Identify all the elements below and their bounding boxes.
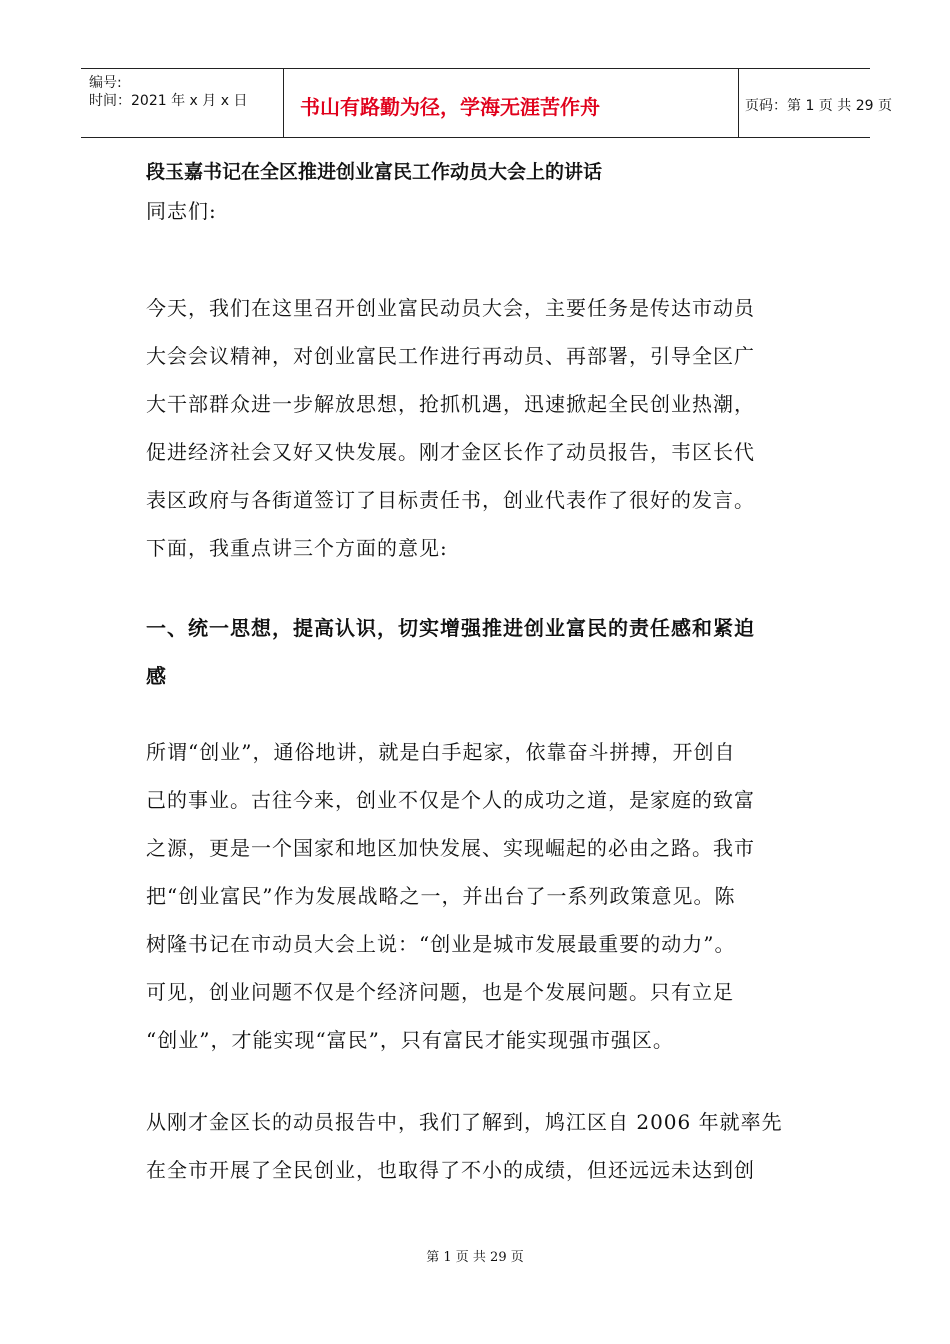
paragraph-line: 之源，更是一个国家和地区加快发展、实现崛起的必由之路。我市: [146, 836, 755, 860]
page-footer: 第 1 页 共 29 页: [426, 1250, 524, 1265]
paragraph-line: 大会会议精神，对创业富民工作进行再动员、再部署，引导全区广: [146, 344, 755, 368]
paragraph-line: 今天，我们在这里召开创业富民动员大会，主要任务是传达市动员: [146, 296, 755, 320]
paragraph-line: 把“创业富民”作为发展战略之一，并出台了一系列政策意见。陈: [146, 884, 736, 908]
header-page-cell: [739, 69, 892, 137]
paragraph-line: 从刚才金区长的动员报告中，我们了解到，鸠江区自 2006 年就率先: [146, 1110, 783, 1134]
paragraph-line: 促进经济社会又好又快发展。刚才金区长作了动员报告，韦区长代: [146, 440, 755, 464]
paragraph-line: 表区政府与各街道签订了目标责任书，创业代表作了很好的发言。: [146, 488, 755, 512]
paragraph-line: 树隆书记在市动员大会上说：“创业是城市发展最重要的动力”。: [146, 932, 736, 956]
paragraph-line: 下面，我重点讲三个方面的意见:: [146, 536, 448, 560]
motto-text: 书山有路勤为径，学海无涯苦作舟: [300, 95, 600, 119]
header-motto-cell: [284, 69, 739, 137]
page-header: [81, 68, 892, 138]
section-heading-line: 感: [146, 664, 167, 688]
header-meta-cell: [81, 69, 284, 137]
page-info: 页码：第 1 页 共 29 页: [745, 98, 892, 114]
number-label: 编号:: [89, 75, 122, 91]
section-heading-line: 一、统一思想，提高认识，切实增强推进创业富民的责任感和紧迫: [146, 616, 755, 640]
paragraph-line: “创业”，才能实现“富民”，只有富民才能实现强市强区。: [146, 1028, 674, 1052]
document-title: 段玉嘉书记在全区推进创业富民工作动员大会上的讲话: [146, 161, 603, 183]
date-label: 时间：2021 年 x 月 x 日: [89, 93, 248, 109]
paragraph-line: 所谓“创业”，通俗地讲，就是白手起家，依靠奋斗拼搏，开创自: [146, 740, 736, 764]
paragraph-line: 在全市开展了全民创业，也取得了不小的成绩，但还远远未达到创: [146, 1158, 755, 1182]
paragraph-line: 可见，创业问题不仅是个经济问题，也是个发展问题。只有立足: [146, 980, 734, 1004]
salutation: 同志们:: [146, 199, 217, 223]
paragraph-line: 大干部群众进一步解放思想，抢抓机遇，迅速掀起全民创业热潮，: [146, 392, 755, 416]
paragraph-line: 己的事业。古往今来，创业不仅是个人的成功之道，是家庭的致富: [146, 788, 755, 812]
